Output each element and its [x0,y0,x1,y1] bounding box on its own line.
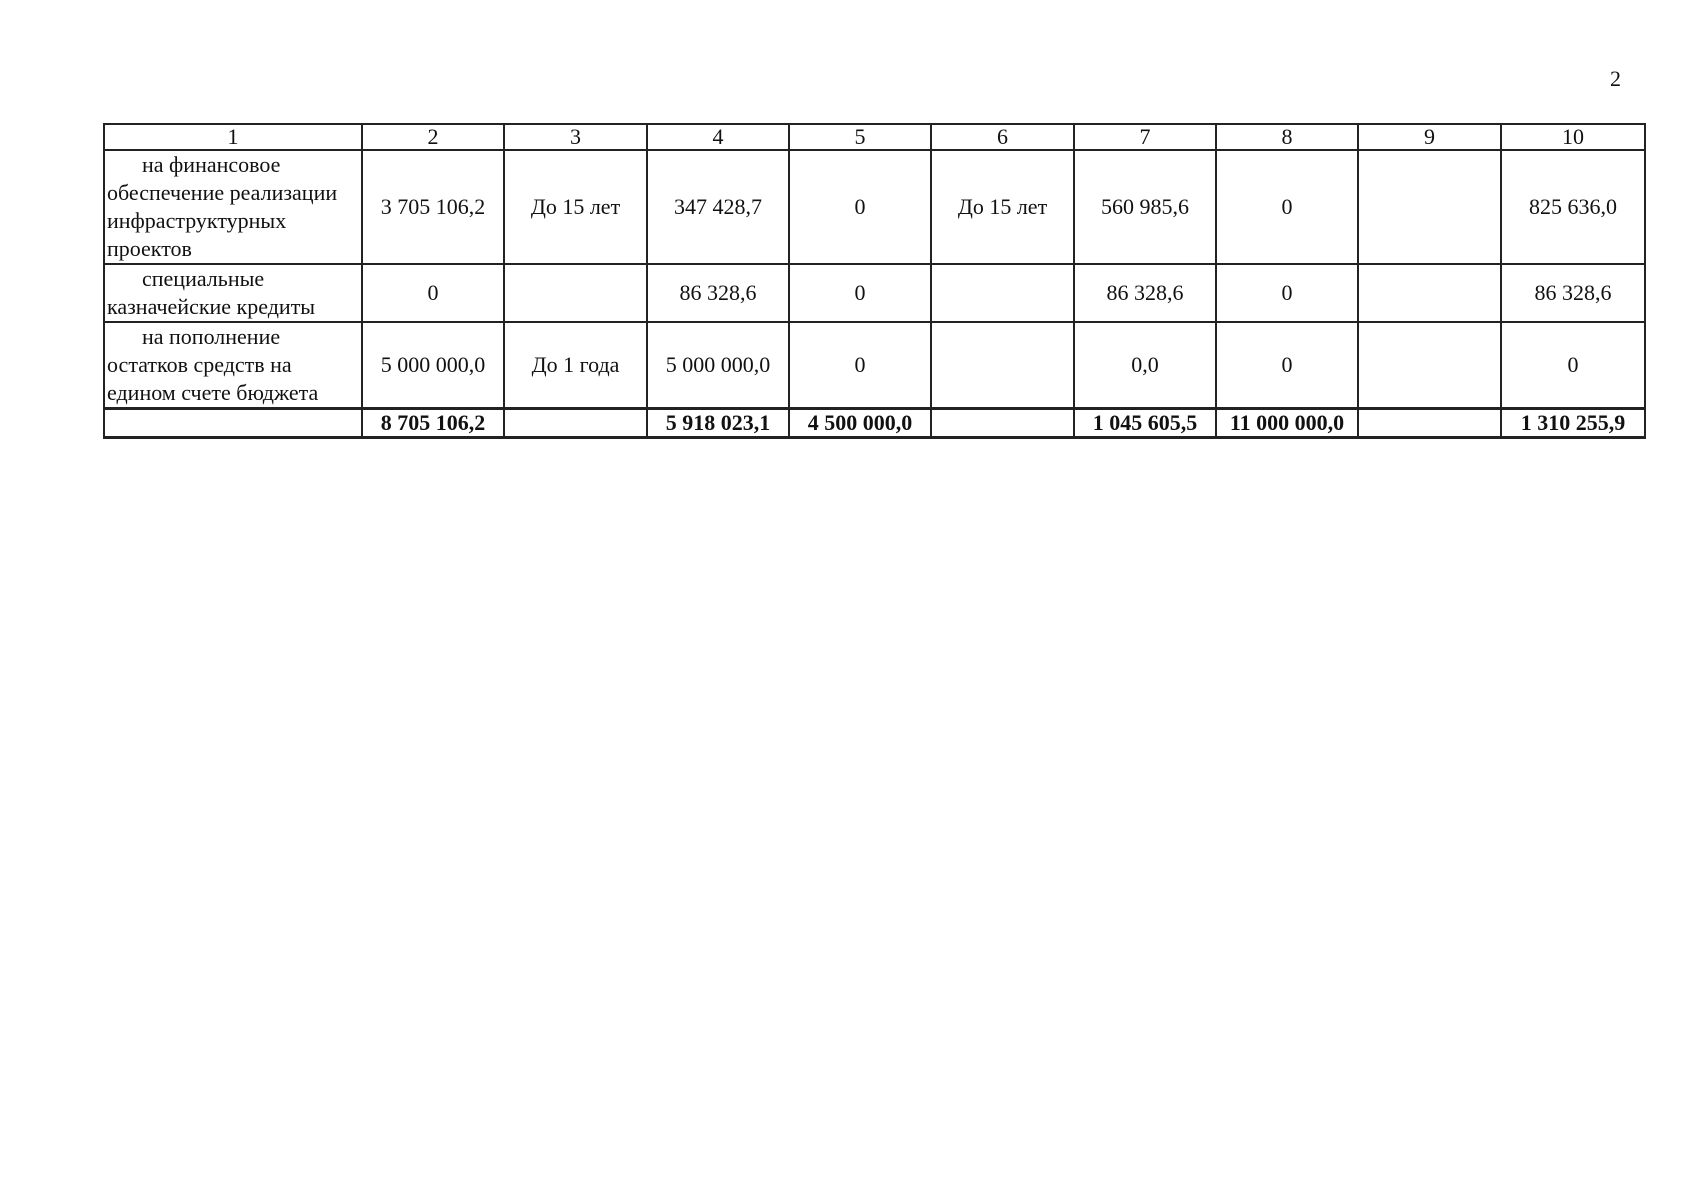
cell-col2: 3 705 106,2 [362,150,504,264]
cell-col7: 0,0 [1074,322,1216,409]
budget-credits-table [103,123,1646,439]
total-cell-col4: 5 918 023,1 [647,409,789,438]
cell-col4: 347 428,7 [647,150,789,264]
cell-col4: 5 000 000,0 [647,322,789,409]
total-cell-col5: 4 500 000,0 [789,409,931,438]
table-row [104,264,1645,322]
cell-col10: 0 [1501,322,1645,409]
cell-col8: 0 [1216,264,1358,322]
cell-col10: 86 328,6 [1501,264,1645,322]
cell-col4: 86 328,6 [647,264,789,322]
column-header-3: 3 [504,124,647,150]
cell-col3: До 15 лет [504,150,647,264]
column-header-4: 4 [647,124,789,150]
cell-col10: 825 636,0 [1501,150,1645,264]
cell-col8: 0 [1216,322,1358,409]
cell-col5: 0 [789,150,931,264]
total-cell-col1 [104,409,362,438]
cell-col3 [504,264,647,322]
cell-col5: 0 [789,264,931,322]
cell-col9 [1358,322,1501,409]
cell-col3: До 1 года [504,322,647,409]
total-cell-col2: 8 705 106,2 [362,409,504,438]
total-cell-col8: 11 000 000,0 [1216,409,1358,438]
row-label [104,264,362,322]
row-label-first-line: на пополнение [142,324,281,349]
total-cell-col7: 1 045 605,5 [1074,409,1216,438]
cell-col2: 0 [362,264,504,322]
column-number-row [104,124,1645,150]
row-label [104,322,362,409]
cell-col6 [931,264,1074,322]
cell-col6: До 15 лет [931,150,1074,264]
column-header-10: 10 [1501,124,1645,150]
cell-col8: 0 [1216,150,1358,264]
column-header-1: 1 [104,124,362,150]
table-row [104,322,1645,409]
column-header-6: 6 [931,124,1074,150]
page-number: 2 [1610,66,1621,91]
budget-table-container [103,123,1644,439]
cell-col7: 86 328,6 [1074,264,1216,322]
cell-col9 [1358,264,1501,322]
total-cell-col9 [1358,409,1501,438]
total-row [104,409,1645,438]
column-header-7: 7 [1074,124,1216,150]
column-header-8: 8 [1216,124,1358,150]
cell-col2: 5 000 000,0 [362,322,504,409]
row-label-rest: остатков средств на едином счете бюджета [107,352,319,405]
row-label-first-line: специальные [142,266,265,291]
cell-col6 [931,322,1074,409]
column-header-2: 2 [362,124,504,150]
row-label-rest: обеспечение реализации инфраструктурных проектов [107,180,338,261]
cell-col9 [1358,150,1501,264]
column-header-5: 5 [789,124,931,150]
cell-col7: 560 985,6 [1074,150,1216,264]
table-row [104,150,1645,264]
column-header-9: 9 [1358,124,1501,150]
row-label-rest: казначейские кредиты [107,294,316,319]
row-label-first-line: на финансовое [142,152,281,177]
total-cell-col10: 1 310 255,9 [1501,409,1645,438]
cell-col5: 0 [789,322,931,409]
total-cell-col3 [504,409,647,438]
total-cell-col6 [931,409,1074,438]
row-label [104,150,362,264]
